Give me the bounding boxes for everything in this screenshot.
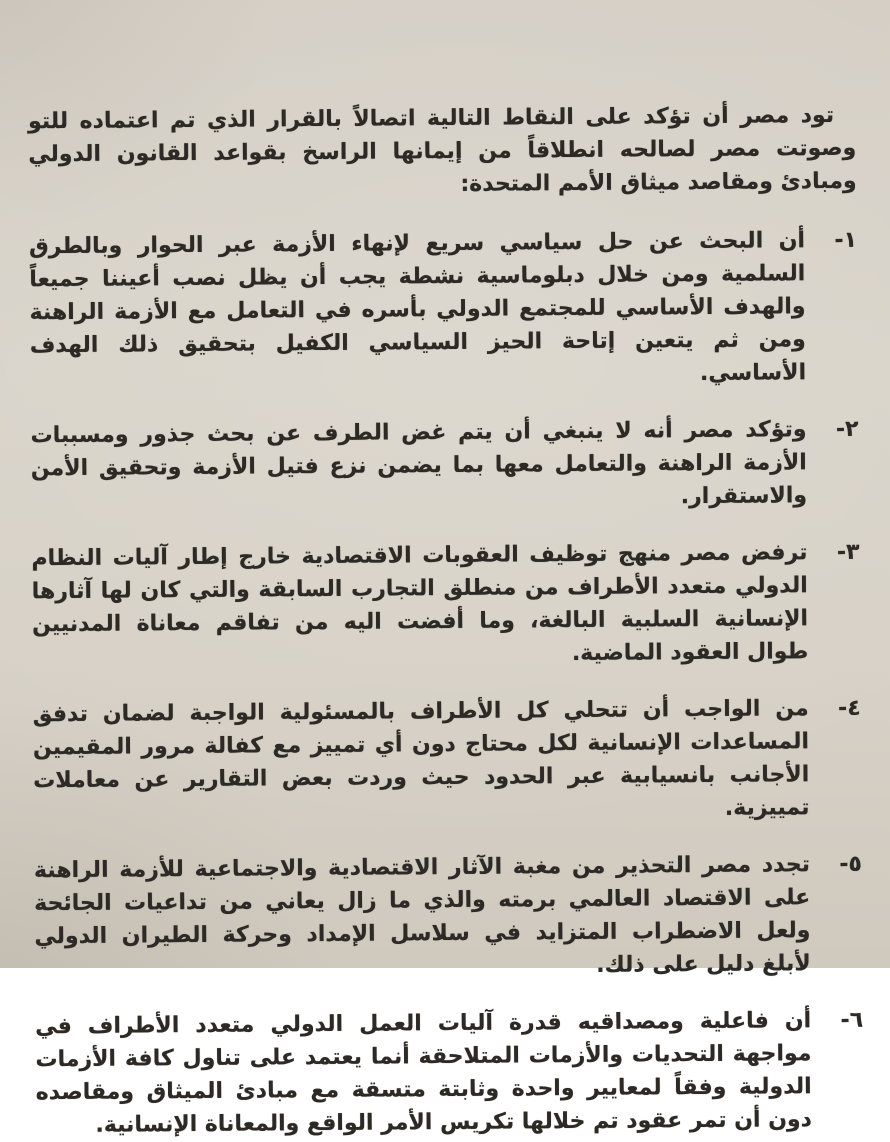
points-list	[29, 224, 864, 1142]
point-text: ترفض مصر منهج توظيف العقوبات الاقتصادية خارج إطار آليات النظام الدولي متعدد الأطراف من منطلق التجارب السابقة والتي كان لها آثارها الإنسانية السلبية البالغة، وما أفضت اليه من تفاقم معاناة المدنيين طوال العقود الماضية.	[31, 540, 809, 667]
numbered-point	[31, 536, 860, 674]
point-number: ٦-	[840, 1007, 864, 1033]
intro-paragraph: تود مصر أن تؤكد على النقاط التالية اتصالاً بالقرار الذي تم اعتماده للتو وصوتت مصر لصالحه انطلاقاً من إيمانها الراسخ بقواعد القانون الدولي ومبادئ ومقاصد ميثاق الأمم المتحدة:	[27, 102, 857, 197]
numbered-point	[30, 413, 859, 518]
point-number: ٣-	[836, 539, 860, 565]
point-text: أن فاعلية ومصداقيه قدرة آليات العمل الدولي متعدد الأطراف في مواجهة التحديات والأزمات المتلاحقة أنما يعتمد على تناول كافة الأزمات الدولية وفقاً لمعايير واحدة وثابتة متسقة مع مبادئ الميثاق ومقاصده دون أن تمر عقود تم خلالها تكريس الأمر الواقع والمعاناة الإنسانية.	[35, 1008, 813, 1138]
numbered-point	[35, 1004, 864, 1142]
numbered-point	[29, 224, 858, 395]
point-text: تجدد مصر التحذير من مغبة الآثار الاقتصادية والاجتماعية للأزمة الراهنة على الاقتصاد العالمي برمته والذي ما زال يعاني من تداعيات الجائحة ولعل الاضطراب المتزايد في سلاسل الإمداد وحركة الطيران الدولي لأبلغ دليل على ذلك.	[33, 852, 811, 978]
point-number: ٥-	[839, 851, 863, 877]
numbered-point	[34, 848, 863, 986]
point-text: وتؤكد مصر أنه لا ينبغي أن يتم غض الطرف عن بحث جذور ومسببات الأزمة الراهنة والتعامل معها بما يضمن نزع فتيل الأزمة وتحقيق الأمن والاستقرار.	[30, 417, 808, 510]
point-number: ٤-	[838, 695, 861, 721]
point-number: ١-	[834, 227, 858, 253]
point-text: أن البحث عن حل سياسي سريع لإنهاء الأزمة عبر الحوار وبالطرق السلمية ومن خلال دبلوماسية نشطة يجب أن يظل نصب أعيننا جميعاً والهدف الأساسي للمجتمع الدولي بأسره في التعامل مع الأزمة الراهنة ومن ثم يتعين إتاحة الحيز السياسي الكفيل بتحقيق ذلك الهدف الأساسي.	[28, 228, 807, 386]
point-number: ٢-	[835, 416, 859, 442]
numbered-point	[33, 692, 862, 830]
point-text: من الواجب أن تتحلي كل الأطراف بالمسئولية الواجبة لضمان تدفق المساعدات الإنسانية لكل محتاج دون أي تمييز مع كفالة مرور المقيمين الأجانب بانسيابية عبر الحدود حيث وردت بعض التقارير عن معاملات تمييزية.	[32, 696, 810, 821]
document-text-block	[28, 99, 864, 1142]
